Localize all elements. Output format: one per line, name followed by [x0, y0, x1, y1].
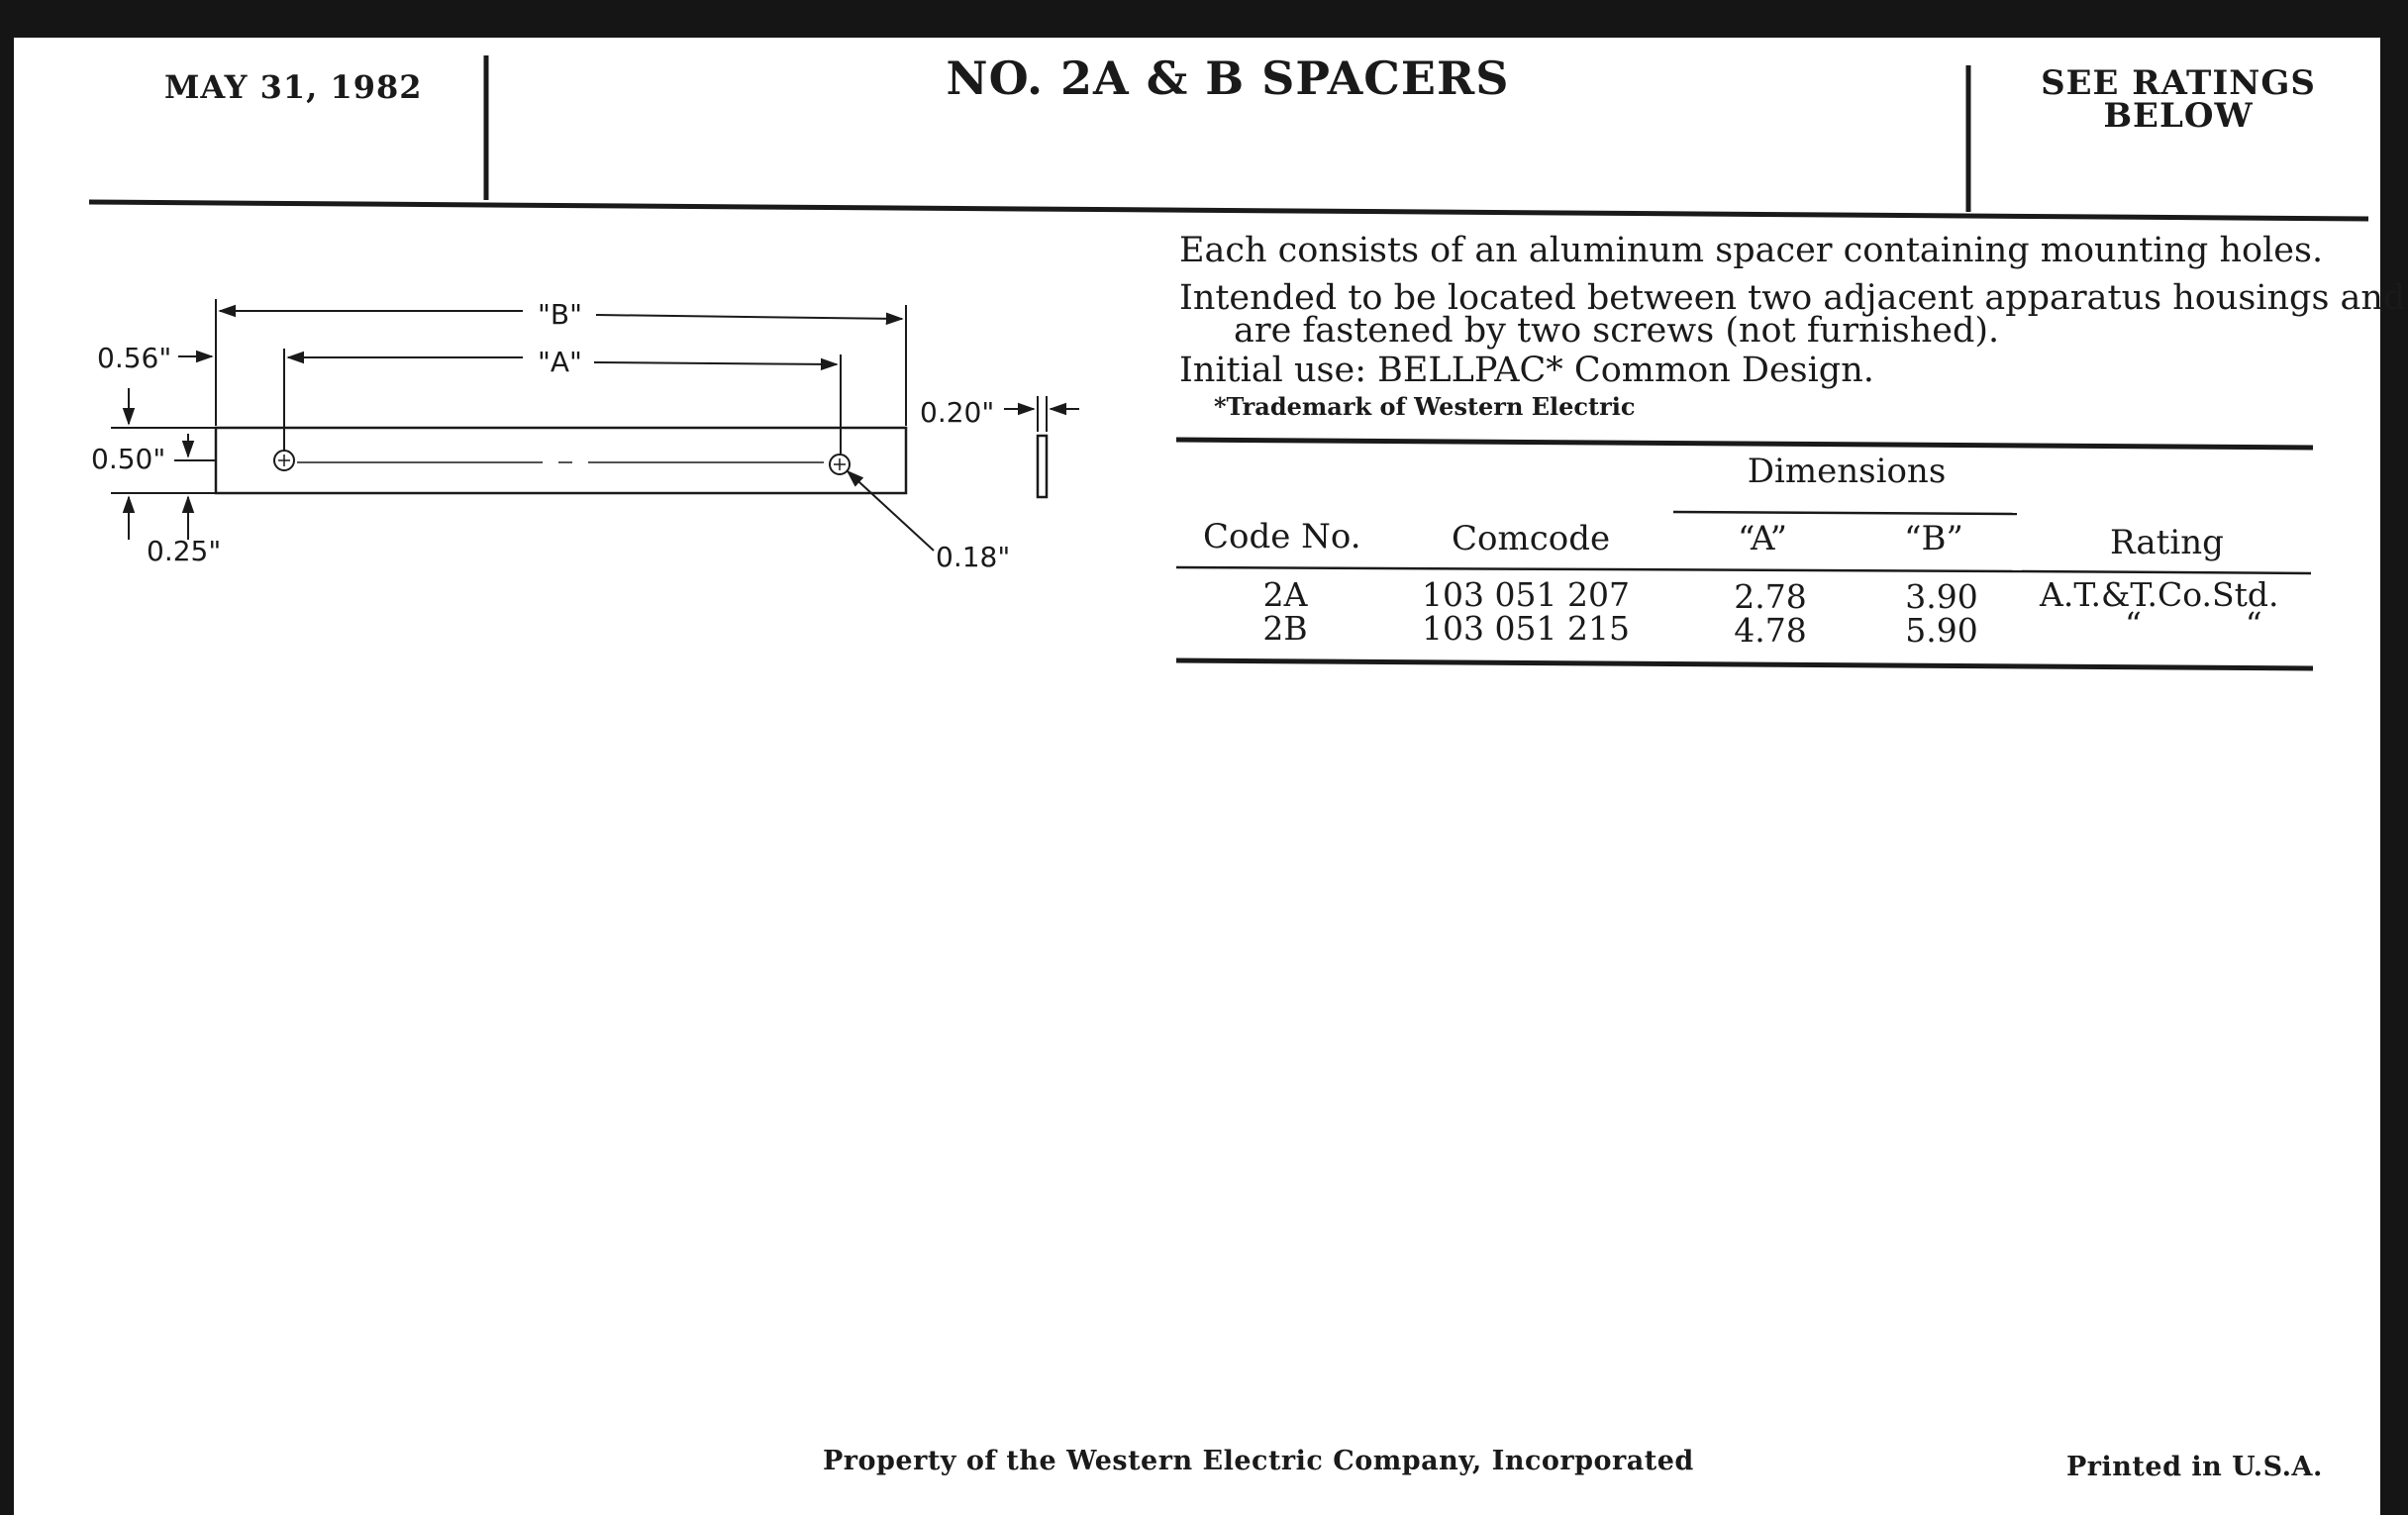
- spec-table-body: [1176, 575, 2315, 657]
- spacer-outline: [216, 428, 906, 493]
- dim-a-arrow-right: [594, 362, 837, 364]
- code-no-header: Code No.: [1203, 517, 1361, 556]
- mounting-hole-left: [274, 451, 294, 470]
- row-2a-rating: A.T.&T.Co.Std.: [2040, 575, 2279, 614]
- printed-notice: Printed in U.S.A.: [2066, 1452, 2323, 1482]
- description-line-4: Initial use: BELLPAC* Common Design.: [1179, 351, 1874, 390]
- dimensions-header: Dimensions: [1747, 452, 1947, 491]
- row-2b-rating: “ “: [2125, 605, 2262, 644]
- description-line-2: Intended to be located between two adjacent apparatus housings and: [1179, 278, 2406, 318]
- row-2a-comcode: 103 051 207: [1422, 575, 1630, 614]
- dim-b-arrow-right: [596, 315, 902, 319]
- dim-056-label: 0.56": [97, 342, 172, 374]
- description-line-1: Each consists of an aluminum spacer containing mounting holes.: [1179, 231, 2324, 270]
- table-rule-top: [1176, 440, 2313, 448]
- row-2a-dim-b: 3.90: [1905, 577, 1978, 616]
- comcode-header: Comcode: [1452, 519, 1611, 558]
- row-2a-dim-a: 2.78: [1734, 577, 1807, 616]
- dim-a-label: "A": [538, 346, 582, 378]
- row-2b-code: 2B: [1262, 609, 1308, 648]
- row-2b-dim-a: 4.78: [1734, 611, 1807, 650]
- dim-025-label: 0.25": [147, 535, 222, 567]
- row-2a-code: 2A: [1262, 575, 1308, 614]
- dim-b-header: “B”: [1904, 519, 1963, 558]
- dim-018-leader: [848, 471, 934, 551]
- dim-a-header: “A”: [1738, 519, 1787, 558]
- page-title: NO. 2A & B SPACERS: [946, 51, 1510, 105]
- table-rule-bottom: [1176, 660, 2313, 668]
- row-2b-dim-b: 5.90: [1905, 611, 1978, 650]
- header-rule: [89, 202, 2368, 219]
- table-header-rule: [1176, 567, 2022, 571]
- rating-header: Rating: [2110, 523, 2224, 562]
- spacer-side-view: [1038, 436, 1047, 497]
- ratings-note-line1: SEE RATINGS: [2041, 63, 2316, 103]
- rating-header-rule: [2022, 571, 2311, 573]
- property-notice: Property of the Western Electric Company, Incorporated: [823, 1446, 1694, 1476]
- issue-date: MAY 31, 1982: [164, 68, 423, 106]
- dim-050-label: 0.50": [91, 443, 166, 475]
- dim-b-label: "B": [538, 298, 582, 331]
- description-line-3: are fastened by two screws (not furnished).: [1234, 311, 2000, 351]
- mounting-hole-right: [830, 454, 850, 474]
- trademark-note: *Trademark of Western Electric: [1214, 392, 1636, 421]
- dim-020-label: 0.20": [920, 396, 995, 429]
- row-2b-comcode: 103 051 215: [1422, 609, 1630, 648]
- dim-018-label: 0.18": [936, 541, 1011, 573]
- ratings-note-line2: BELOW: [2103, 96, 2254, 136]
- dimensions-group-rule: [1673, 512, 2017, 514]
